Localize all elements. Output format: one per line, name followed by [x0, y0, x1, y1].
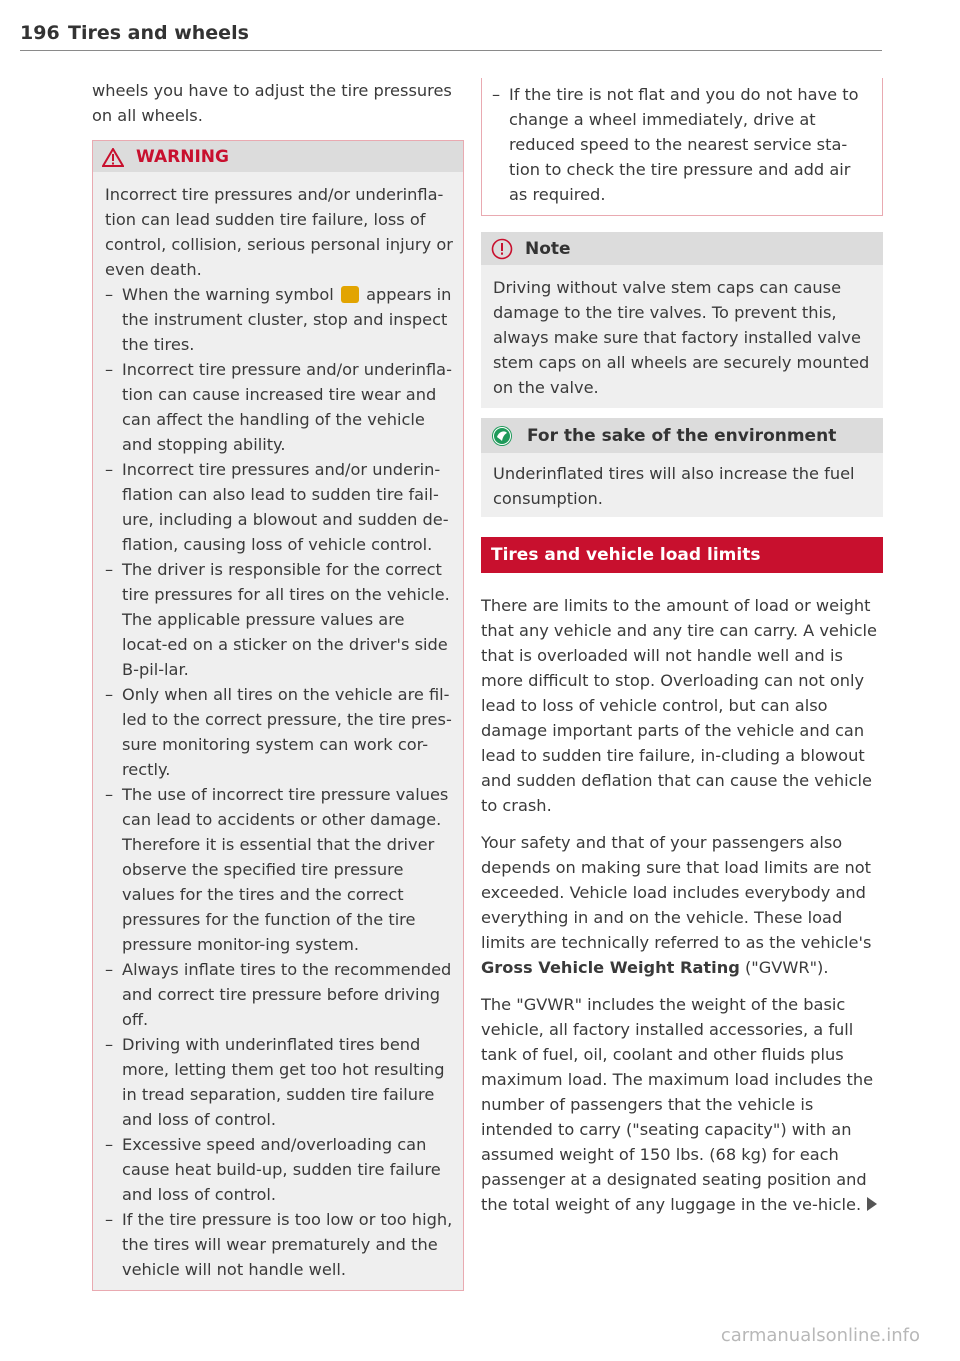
section-title: Tires and wheels [68, 22, 249, 44]
list-item: – Always inflate tires to the recommended and correct tire pressure before driving off. [105, 960, 452, 1029]
list-item: – Incorrect tire pressure and/or underinfla-tion can cause increased tire wear and can affect the handling of the vehicle and stopping ability. [105, 360, 452, 454]
tire-pressure-warning-icon [341, 286, 359, 303]
warning-box [92, 140, 464, 1291]
warning-list [105, 282, 454, 1282]
paragraph: Your safety and that of your passengers also depends on making sure that load limits are not exceeded. Vehicle load includes everybody and everything in and on the vehicle. These load limits are technically referred to as the vehicle's Gross Vehicle Weight Rating ("GVWR"). [481, 833, 872, 977]
warning-body [93, 172, 463, 1290]
warning-triangle-icon [102, 148, 124, 167]
note-text: Driving without valve stem caps can cause damage to the tire valves. To prevent this, always make sure that factory installed valve stem caps on all wheels are securely mounted on the valve. [493, 278, 870, 397]
page-number: 196 [20, 22, 60, 44]
page-header [20, 20, 882, 51]
paragraph: The "GVWR" includes the weight of the basic vehicle, all factory installed accessories, a full tank of fuel, oil, coolant and other fluids plus maximum load. The maximum load includes the number of passengers that the vehicle is intended to carry ("seating capacity") with an assumed weight of 150 lbs. (68 kg) for each passenger at a designated seating position and the total weight of any luggage in the ve-hicle. [481, 992, 883, 1217]
left-column [92, 78, 464, 1291]
list-item: – Excessive speed and/overloading can cause heat build-up, sudden tire failure and loss of control. [105, 1135, 441, 1204]
environment-header [481, 418, 883, 453]
watermark: carmanualsonline.info [720, 1325, 920, 1346]
paragraph: There are limits to the amount of load or weight that any vehicle and any tire can carry. A vehicle that is overloaded will not handle well and is more difficult to stop. Overloading can not only lead to loss of vehicle control, but can also damage important parts of the vehicle and can lead to sudden tire failure, in-cluding a blowout and sudden deflation that can cause the vehicle to crash. [481, 596, 877, 815]
environment-text: Underinflated tires will also increase the fuel consumption. [493, 464, 855, 508]
environment-body [481, 453, 883, 517]
list-item: – The use of incorrect tire pressure values can lead to accidents or other damage. Therefore it is essential that the driver observe the specified tire pressure values for the tires and the correct pressures for the function of the tire pressure monitor-ing system. [105, 785, 449, 954]
intro-text: wheels you have to adjust the tire pressures on all wheels. [92, 81, 452, 125]
warning-header [93, 141, 463, 172]
warning-list-continued [492, 82, 872, 207]
note-body [481, 265, 883, 408]
list-item: – Only when all tires on the vehicle are fil-led to the correct pressure, the tire pres-sure monitoring system can work cor-rectly. [105, 685, 452, 779]
note-box [481, 232, 883, 408]
list-item: – When the warning symbol appears in the instrument cluster, stop and inspect the tires. [105, 285, 452, 354]
list-item: – The driver is responsible for the correct tire pressures for all tires on the vehicle. The applicable pressure values are locat-ed on a sticker on the driver's side B-pil-lar. [105, 560, 450, 679]
list-item: – Incorrect tire pressures and/or underin-flation can also lead to sudden tire fail-ure, including a blowout and sudden de-flation, causing loss of vehicle control. [105, 460, 449, 554]
list-item: – Driving with underinflated tires bend more, letting them get too hot resulting in tread separation, sudden tire failure and loss of control. [105, 1035, 445, 1129]
warning-title: WARNING [136, 147, 229, 167]
section-heading: Tires and vehicle load limits [481, 537, 883, 573]
warning-continued-box [481, 78, 883, 216]
list-item: – If the tire pressure is too low or too high, the tires will wear prematurely and the vehicle will not handle well. [105, 1210, 453, 1279]
warning-intro: Incorrect tire pressures and/or underinfla-tion can lead sudden tire failure, loss of control, collision, serious personal injury or even death. [105, 185, 453, 279]
gvwr-term: Gross Vehicle Weight Rating [481, 958, 740, 977]
environment-box [481, 418, 883, 517]
environment-title: For the sake of the environment [527, 426, 837, 446]
note-circle-icon [491, 238, 513, 260]
right-column [481, 78, 883, 1229]
note-header [481, 232, 883, 265]
environment-leaf-icon [491, 425, 513, 447]
list-item: – If the tire is not flat and you do not have to change a wheel immediately, drive at reduced speed to the nearest service sta-tion to check the tire pressure and add air as required. [492, 85, 859, 204]
note-title: Note [525, 239, 571, 259]
continue-arrow-icon [867, 1197, 877, 1211]
